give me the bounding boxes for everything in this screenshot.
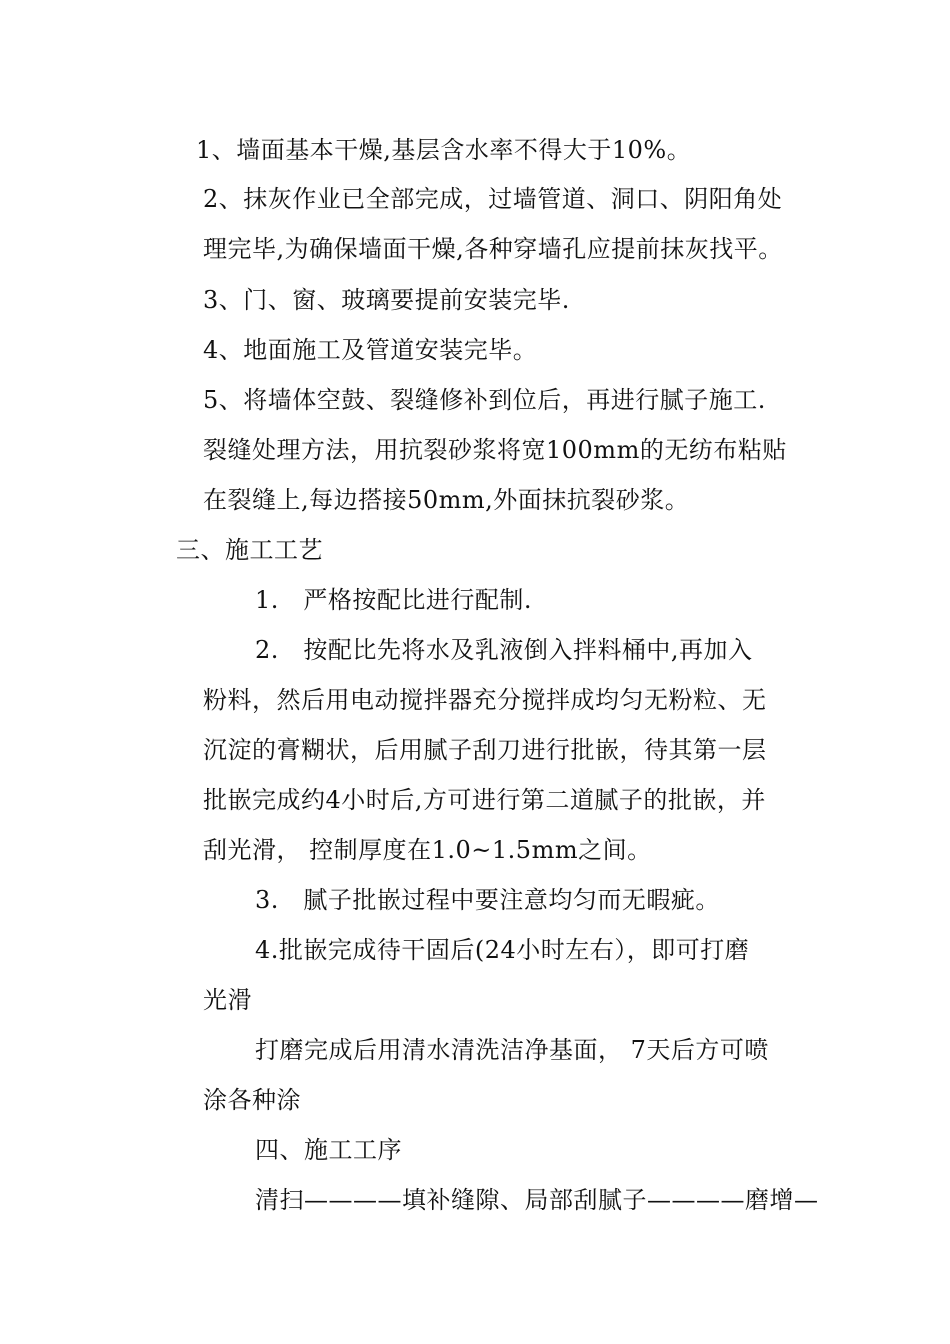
text-line: 2、抹灰作业已全部完成，过墙管道、洞口、阴阳角处 <box>203 185 783 213</box>
text-line: 3. 腻子批嵌过程中要注意均匀而无暇疵。 <box>255 886 720 914</box>
text-line: 清扫————填补缝隙、局部刮腻子————磨增— <box>255 1186 819 1214</box>
text-line: 3、门、窗、玻璃要提前安装完毕. <box>203 286 570 314</box>
text-line: 刮光滑， 控制厚度在1.0~1.5mm之间。 <box>203 836 652 864</box>
text-line: 1、墙面基本干燥,基层含水率不得大于10%。 <box>196 136 692 164</box>
text-line: 1. 严格按配比进行配制. <box>255 586 533 614</box>
text-line: 光滑 <box>203 986 252 1014</box>
section-heading: 四、施工工序 <box>255 1136 402 1164</box>
text-line: 4、地面施工及管道安装完毕。 <box>203 336 538 364</box>
text-line: 粉料，然后用电动搅拌器充分搅拌成均匀无粉粒、无 <box>203 686 767 714</box>
text-line: 涂各种涂 <box>203 1086 301 1114</box>
text-line: 裂缝处理方法，用抗裂砂浆将宽100mm的无纺布粘贴 <box>203 436 787 464</box>
text-line: 2. 按配比先将水及乳液倒入拌料桶中,再加入 <box>255 636 753 664</box>
text-line: 打磨完成后用清水清洗洁净基面， 7天后方可喷 <box>255 1036 769 1064</box>
text-line: 4.批嵌完成待干固后(24小时左右），即可打磨 <box>255 936 750 964</box>
text-line: 批嵌完成约4小时后,方可进行第二道腻子的批嵌，并 <box>203 786 766 814</box>
text-line: 沉淀的膏糊状，后用腻子刮刀进行批嵌，待其第一层 <box>203 736 767 764</box>
text-line: 理完毕,为确保墙面干燥,各种穿墙孔应提前抹灰找平。 <box>203 235 783 263</box>
text-line: 5、将墙体空鼓、裂缝修补到位后，再进行腻子施工. <box>203 386 766 414</box>
section-heading: 三、施工工艺 <box>176 536 323 564</box>
text-line: 在裂缝上,每边搭接50mm,外面抹抗裂砂浆。 <box>203 486 690 514</box>
